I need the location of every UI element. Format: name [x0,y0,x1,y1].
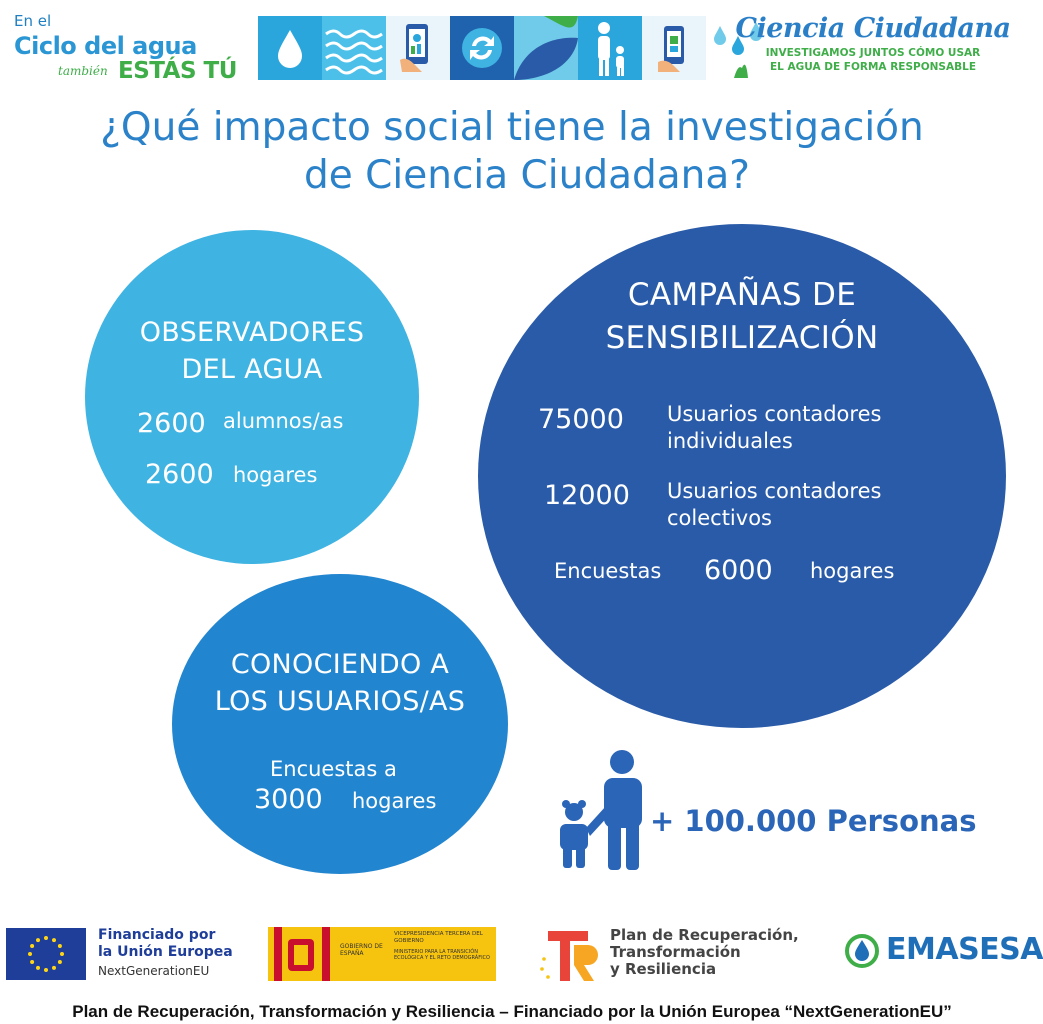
conociendo-circle [172,574,508,874]
campanas-colectivos-label-line1: Usuarios contadores [667,479,882,503]
prtr-tr-icon [538,929,604,983]
campanas-heading-line1: CAMPAÑAS DE [627,277,857,313]
observadores-heading-line2: DEL AGUA [181,354,323,385]
phone-app-icon [642,16,706,80]
observadores-hogares-label: hogares [233,463,318,487]
footer-funding-text: Plan de Recuperación, Transformación y Resiliencia – Financiado por la Unión Europea “NextGenerationEU” [72,1002,952,1021]
conociendo-hogares-label: hogares [352,789,437,813]
observadores-circle [85,230,419,564]
flag-stripe [322,927,330,981]
observadores-hogares-value: 2600 [145,459,214,490]
campanas-encuestas-value: 6000 [704,555,773,586]
coat-of-arms-icon [284,935,318,975]
conociendo-heading [172,646,508,720]
prtr-line1: Plan de Recuperación, [610,926,799,944]
program-subtitle-2: EL AGUA DE FORMA RESPONSABLE [770,61,976,73]
gobierno-line2: VICEPRESIDENCIA TERCERA DEL GOBIERNO [394,931,483,944]
brand-line1: Ciclo del agua [14,32,197,60]
conociendo-hogares-value: 3000 [254,784,323,815]
campanas-individuales-label [667,401,881,455]
brand-script: también [58,64,108,78]
brand-line2: ESTÁS TÚ [118,58,237,84]
prtr-text [610,927,799,978]
campanas-heading [478,274,1006,360]
campanas-circle [478,224,1006,728]
leaf-icon [514,16,578,80]
program-subtitle-1: INVESTIGAMOS JUNTOS CÓMO USAR [765,47,981,59]
observadores-heading [85,314,419,388]
cycle-arrows-icon [450,16,514,80]
prtr-line3: y Resiliencia [610,960,717,978]
eu-flag-icon [6,928,86,980]
prtr-logo [538,925,828,985]
eu-line3: NextGenerationEU [98,964,210,978]
gobierno-line1: GOBIERNO DE ESPAÑA [340,943,383,957]
waves-icon [322,16,386,80]
eu-line1: Financiado por [98,927,216,943]
gobierno-logo [268,927,496,981]
eu-line2: la Unión Europea [98,944,233,960]
conociendo-heading-line2: LOS USUARIOS/AS [214,686,466,717]
program-title: Ciencia Ciudadana [735,13,1011,44]
brand-logo [14,12,244,84]
emasesa-icon [844,933,882,969]
campanas-encuestas-label: hogares [810,559,895,583]
campanas-individuales-label-line1: Usuarios contadores [667,402,882,426]
page-title-line1: ¿Qué impacto social tiene la investigación [100,105,924,150]
family-icon [556,748,656,870]
gobierno-line3: MINISTERIO PARA LA TRANSICIÓN ECOLÓGICA Y EL RETO DEMOGRÁFICO [394,949,490,961]
program-logo [730,12,1016,84]
brand-prefix: En el [14,12,52,30]
campanas-individuales-value: 75000 [538,404,624,435]
icon-strip [258,16,712,80]
conociendo-encuestas-label: Encuestas a [270,757,397,781]
observadores-alumnos-label: alumnos/as [223,409,344,433]
page-title-line2: de Ciencia Ciudadana? [304,153,750,198]
flag-stripe [274,927,282,981]
campanas-individuales-label-line2: individuales [667,429,793,453]
campanas-colectivos-label [667,478,881,532]
campanas-colectivos-value: 12000 [544,480,630,511]
campanas-encuestas-prefix: Encuestas [554,559,662,583]
eu-funding-logo [6,927,246,983]
emasesa-logo [844,931,1043,971]
observadores-alumnos-value: 2600 [137,408,206,439]
conociendo-heading-line1: CONOCIENDO A [230,649,450,680]
observadores-heading-line1: OBSERVADORES [139,317,365,348]
campanas-colectivos-label-line2: colectivos [667,506,772,530]
family-icon [578,16,642,80]
page-title [0,104,1024,200]
total-people-count: + 100.000 Personas [650,804,977,838]
emasesa-word: EMASESA [886,932,1043,967]
prtr-line2: Transformación [610,943,741,961]
campanas-heading-line2: SENSIBILIZACIÓN [605,320,879,356]
phone-meter-icon [386,16,450,80]
water-drop-icon [258,16,322,80]
